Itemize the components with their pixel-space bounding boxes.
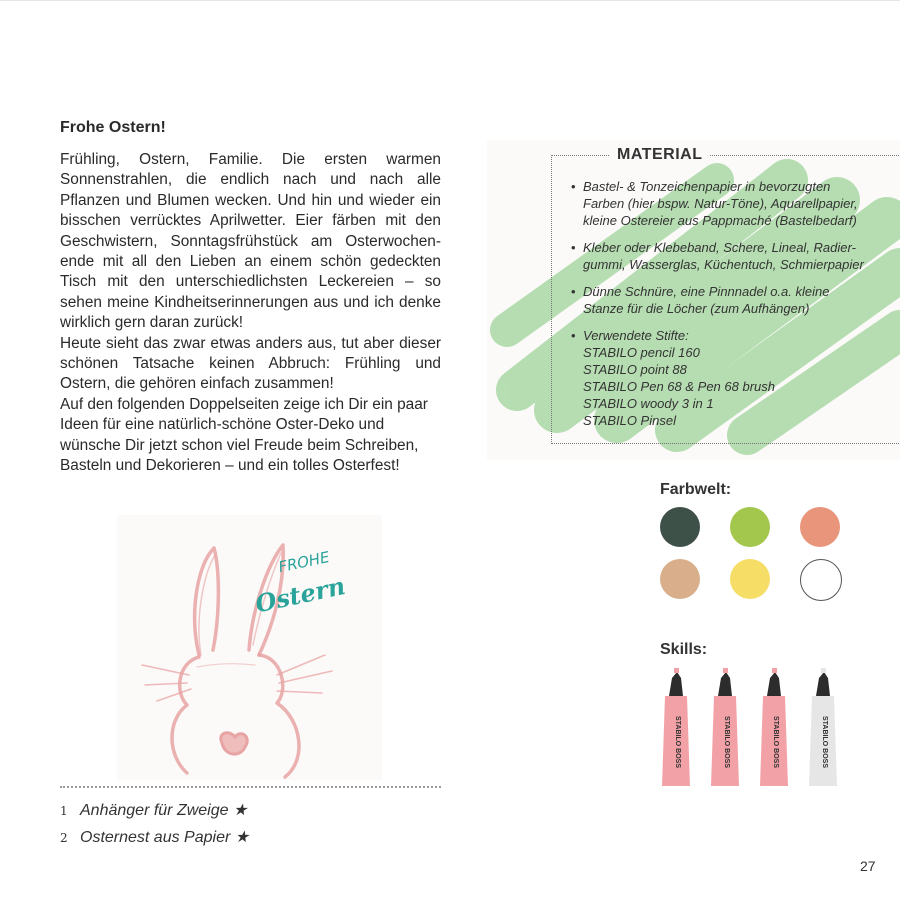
material-item-line: Verwendete Stifte: <box>583 328 689 343</box>
highlighter-pen <box>809 668 837 786</box>
pen-tip <box>772 668 777 673</box>
pens-drawing <box>655 668 855 793</box>
color-swatch <box>660 559 700 599</box>
material-item-line: STABILO point 88 <box>583 362 687 377</box>
pen-cap <box>816 672 830 696</box>
project-title: Anhänger für Zweige ★ <box>80 802 248 819</box>
project-title: Osternest aus Papier ★ <box>80 829 250 846</box>
material-item-line: gummi, Wasserglas, Küchentuch, Schmierpapier <box>583 257 864 272</box>
lettering-line2: Ostern <box>252 571 348 619</box>
bullet: • <box>571 328 576 343</box>
highlighter-pen <box>662 668 690 786</box>
material-item-line: STABILO Pinsel <box>583 413 676 428</box>
pen-label: STABILO BOSS <box>723 716 730 768</box>
project-item <box>60 827 249 847</box>
projects-divider <box>60 786 441 788</box>
bullet: • <box>571 284 576 299</box>
farbwelt-title: Farbwelt: <box>660 481 732 498</box>
pen-tip <box>821 668 826 673</box>
color-swatch <box>660 507 700 547</box>
material-item-line: Kleber oder Klebeband, Schere, Lineal, Radier- <box>583 240 856 255</box>
frohe-ostern-lettering <box>253 548 348 618</box>
intro-paragraph: Auf den folgenden Doppelseiten zeige ich Dir ein paar Ideen für eine natürlich-schöne Oster-Deko und wünsche Dir jetzt schon viel Freude beim Schreiben, Basteln und Dekorieren – und ein tolles Osterfest! <box>60 395 428 475</box>
pen-cap <box>669 672 683 696</box>
bunny-drawing <box>117 515 382 780</box>
page-heading: Frohe Ostern! <box>60 119 166 136</box>
page-number: 27 <box>860 858 876 874</box>
pen-tip <box>723 668 728 673</box>
pen-label: STABILO BOSS <box>674 716 681 768</box>
material-item-line: Bastel- & Tonzeichenpapier in bevorzugten <box>583 179 831 194</box>
pen-label: STABILO BOSS <box>772 716 779 768</box>
material-item-line: STABILO woody 3 in 1 <box>583 396 714 411</box>
intro-text <box>60 150 441 477</box>
color-swatch <box>800 559 842 601</box>
highlighter-pen <box>711 668 739 786</box>
project-item <box>60 800 247 820</box>
material-item <box>571 327 891 429</box>
material-item <box>571 283 891 317</box>
skill-pens <box>655 668 855 798</box>
material-item-line: kleine Ostereier aus Pappmaché (Bastelbedarf) <box>583 213 857 228</box>
bunny-illustration <box>117 515 382 780</box>
material-item-line: STABILO Pen 68 & Pen 68 brush <box>583 379 775 394</box>
pen-label: STABILO BOSS <box>821 716 828 768</box>
color-swatch <box>730 559 770 599</box>
top-rule <box>0 0 900 1</box>
color-swatch <box>730 507 770 547</box>
lettering-line1: FROHE <box>276 547 332 577</box>
project-number: 2 <box>60 831 68 845</box>
material-list <box>571 178 891 439</box>
material-title: MATERIAL <box>610 146 709 164</box>
pen-cap <box>767 672 781 696</box>
material-item-line: Stanze für die Löcher (zum Aufhängen) <box>583 301 810 316</box>
pen-tip <box>674 668 679 673</box>
color-swatch <box>800 507 840 547</box>
intro-paragraph: Frühling, Ostern, Familie. Die ersten warmen Sonnenstrahlen, die endlich nach und nach alle Pflanzen und Blumen wecken. Und hin und wieder ein bisschen verrücktes Aprilwetter. Eier färben mit den Geschwistern, Sonntagsfrühstück am Osterwochen-ende mit all den Lieben an einem schön gedeckten Tisch mit den unterschiedlichsten Leckereien – so sehen meine Kindheitserinnerungen aus und ich denke wirklich gern daran zurück! <box>60 151 441 332</box>
material-item <box>571 239 891 273</box>
pen-cap <box>718 672 732 696</box>
material-item-line: Farben (hier bspw. Natur-Töne), Aquarellpapier, <box>583 196 858 211</box>
material-item <box>571 178 891 229</box>
material-item-line: STABILO pencil 160 <box>583 345 700 360</box>
bullet: • <box>571 240 576 255</box>
intro-paragraph: Heute sieht das zwar etwas anders aus, tut aber dieser schönen Tatsache keinen Abbruch: Frühling und Ostern, die gehören einfach zusammen! <box>60 334 441 393</box>
skills-title: Skills: <box>660 641 708 658</box>
material-item-line: Dünne Schnüre, eine Pinnnadel o.a. kleine <box>583 284 830 299</box>
project-number: 1 <box>60 804 68 818</box>
bullet: • <box>571 179 576 194</box>
highlighter-pen <box>760 668 788 786</box>
